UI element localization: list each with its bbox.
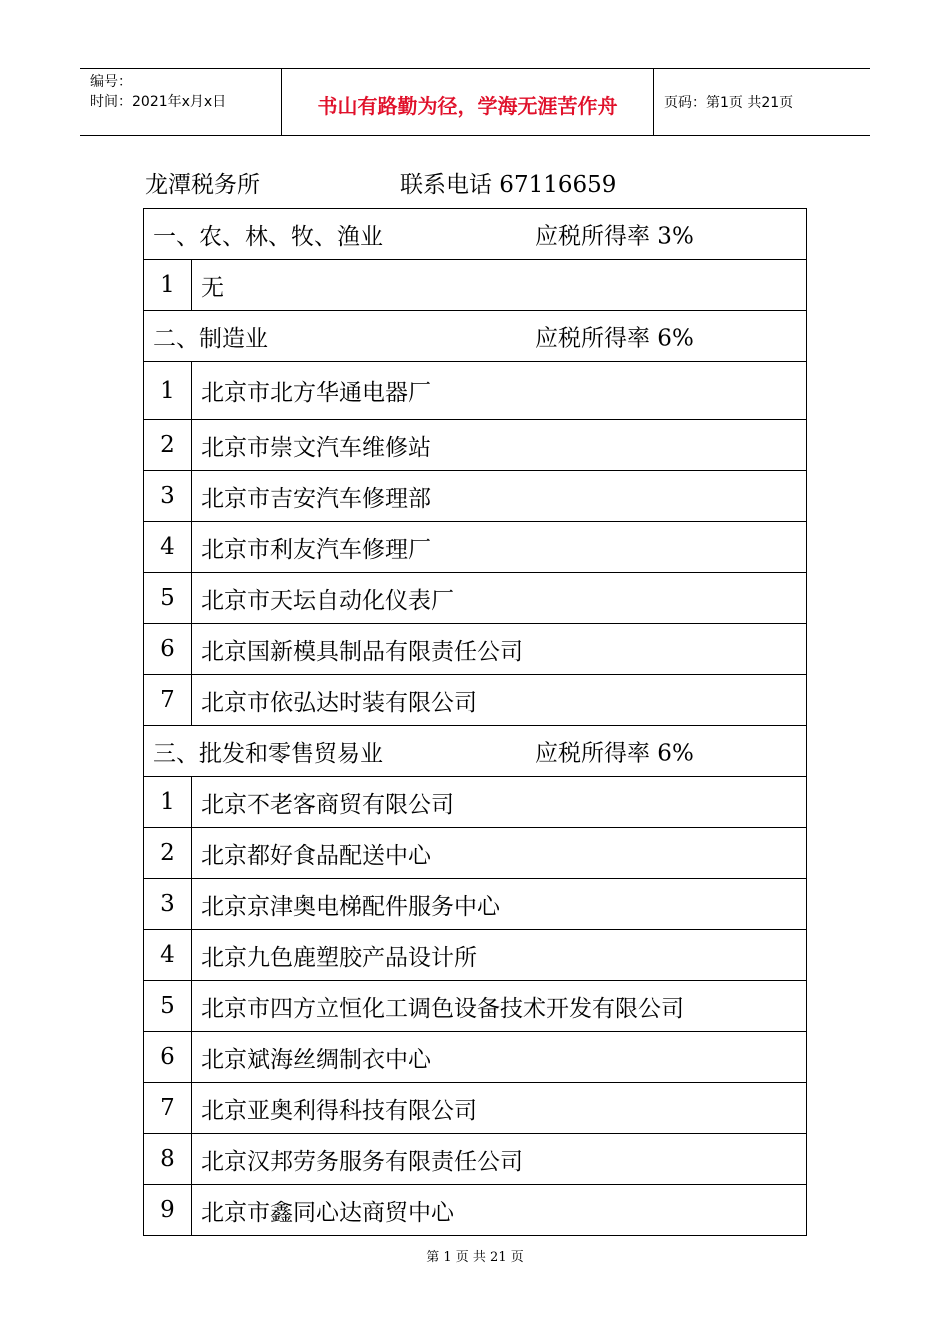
row-number: 4 [144,930,192,981]
table-row [144,573,807,624]
table-row [144,471,807,522]
table-row [144,260,807,311]
row-number: 6 [144,1032,192,1083]
section-name: 一、农、林、牧、渔业 [153,223,383,250]
company-name: 北京不老客商贸有限公司 [192,777,807,828]
table-row [144,828,807,879]
tax-office-name: 龙潭税务所 [145,172,260,198]
table-row [144,362,807,420]
page-footer: 第 1 页 共 21 页 [426,1250,524,1265]
row-number: 1 [144,777,192,828]
company-name: 北京九色鹿塑胶产品设计所 [192,930,807,981]
row-number: 6 [144,624,192,675]
row-number: 7 [144,1083,192,1134]
row-number: 4 [144,522,192,573]
table-row [144,1032,807,1083]
table-row [144,777,807,828]
contact-phone: 联系电话 67116659 [400,172,617,198]
doc-title-line [145,168,617,202]
row-number: 3 [144,879,192,930]
table-row [144,930,807,981]
row-number: 3 [144,471,192,522]
section-header-row [144,311,807,362]
company-name: 北京京津奥电梯配件服务中心 [192,879,807,930]
table-row [144,522,807,573]
section-name: 二、制造业 [153,325,268,352]
row-number: 5 [144,573,192,624]
section-tax-rate: 应税所得率 6% [535,325,694,352]
doc-code-label: 编号： [90,74,132,90]
section-header-row [144,209,807,260]
section-header-cell [144,311,807,362]
table-row [144,1134,807,1185]
company-name: 北京市四方立恒化工调色设备技术开发有限公司 [192,981,807,1032]
company-name: 北京都好食品配送中心 [192,828,807,879]
table-row [144,1083,807,1134]
company-name: 北京国新模具制品有限责任公司 [192,624,807,675]
section-tax-rate: 应税所得率 6% [535,740,694,767]
row-number: 8 [144,1134,192,1185]
row-number: 1 [144,362,192,420]
section-name: 三、批发和零售贸易业 [153,740,383,767]
section-header-row [144,726,807,777]
company-name: 北京市崇文汽车维修站 [192,420,807,471]
company-name: 北京市天坛自动化仪表厂 [192,573,807,624]
section-tax-rate: 应税所得率 3% [535,223,694,250]
company-name: 北京市依弘达时装有限公司 [192,675,807,726]
section-header-cell [144,726,807,777]
company-name: 北京汉邦劳务服务有限责任公司 [192,1134,807,1185]
header-motto: 书山有路勤为径，学海无涯苦作舟 [282,69,654,135]
company-name: 无 [192,260,807,311]
table-row [144,624,807,675]
company-name: 北京市鑫同心达商贸中心 [192,1185,807,1236]
row-number: 9 [144,1185,192,1236]
row-number: 2 [144,420,192,471]
page-header [80,68,870,136]
company-name: 北京市北方华通电器厂 [192,362,807,420]
company-table-body [144,209,807,1236]
table-row [144,675,807,726]
table-row [144,981,807,1032]
header-meta [80,69,282,135]
section-header-cell [144,209,807,260]
company-table [143,208,807,1236]
row-number: 1 [144,260,192,311]
company-name: 北京市利友汽车修理厂 [192,522,807,573]
doc-time-label: 时间：2021年x月x日 [90,94,227,110]
row-number: 2 [144,828,192,879]
company-name: 北京亚奥利得科技有限公司 [192,1083,807,1134]
row-number: 5 [144,981,192,1032]
table-row [144,1185,807,1236]
table-row [144,420,807,471]
table-row [144,879,807,930]
row-number: 7 [144,675,192,726]
company-name: 北京斌海丝绸制衣中心 [192,1032,807,1083]
company-name: 北京市吉安汽车修理部 [192,471,807,522]
header-page-number: 页码：第1页 共21页 [664,95,794,111]
